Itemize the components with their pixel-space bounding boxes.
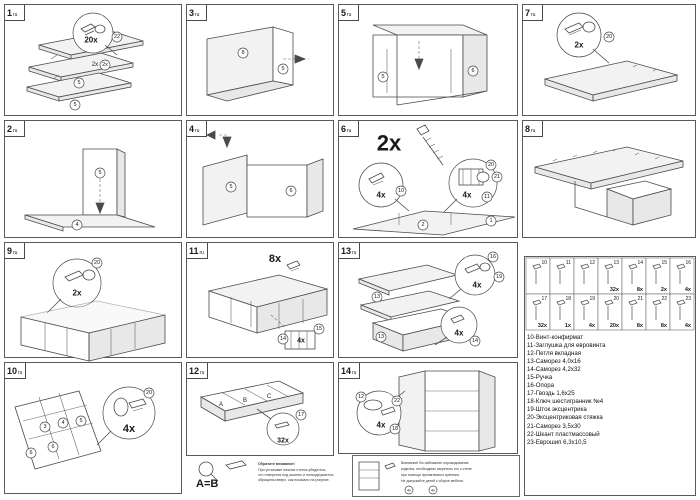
- step-number-4: 4 $_{ru}$: [187, 121, 207, 137]
- step-5-figure: [339, 5, 519, 117]
- step-number-10: 10 $_{ru}$: [5, 363, 26, 379]
- svg-text:13: 13: [373, 294, 381, 300]
- legend-part-code: 23: [685, 296, 691, 302]
- svg-text:14: 14: [279, 336, 287, 342]
- svg-text:Не допускайте детей к сборке м: Не допускайте детей к сборке мебели.: [401, 479, 464, 483]
- svg-text:5: 5: [79, 418, 83, 424]
- step-number-1: 1 $_{ru}$: [5, 5, 25, 21]
- svg-text:4x: 4x: [430, 487, 436, 493]
- svg-text:8x: 8x: [268, 253, 282, 265]
- svg-text:4x: 4x: [454, 328, 464, 338]
- step-3-figure: [187, 5, 335, 117]
- step-number-5: 5 $_{ru}$: [339, 5, 359, 21]
- legend-list-item: 19-Шток эксцентрика: [527, 406, 587, 414]
- legend-list-item: 16-Опора: [527, 382, 555, 390]
- step-panel-8: [522, 120, 696, 238]
- legend-part-code: 13: [613, 260, 619, 266]
- attention-title: Обратите внимание!: [258, 462, 295, 466]
- legend-list-item: 13-Саморез 4,0x16: [527, 358, 581, 366]
- step-panel-9: [4, 242, 182, 358]
- step-10-figure: [5, 363, 183, 495]
- svg-text:5: 5: [77, 80, 81, 86]
- step-panel-5: [338, 4, 518, 116]
- svg-text:20: 20: [145, 390, 153, 396]
- step-4-figure: [187, 121, 335, 239]
- step-1-figure: [5, 5, 183, 117]
- legend-part-qty: 32x: [537, 323, 547, 329]
- step-number-6: 6 $_{ru}$: [339, 121, 359, 137]
- svg-text:При установке нижних стенок уб: При установке нижних стенок убедитесь,: [258, 468, 327, 472]
- legend-part-code: 22: [661, 296, 667, 302]
- svg-text:17: 17: [297, 412, 305, 418]
- svg-text:22: 22: [113, 34, 121, 40]
- step-panel-3: [186, 4, 334, 116]
- step-panel-6: [338, 120, 518, 238]
- svg-text:5: 5: [229, 184, 233, 190]
- step-11-figure: [187, 243, 335, 359]
- legend-part-qty: 8x: [636, 323, 643, 329]
- legend-list-item: 11-Заглушка для евровинта: [527, 342, 606, 350]
- svg-text:6: 6: [289, 188, 293, 194]
- svg-text:19: 19: [495, 274, 503, 280]
- attention-note: [196, 459, 346, 495]
- ab-equation: A=B: [196, 478, 219, 490]
- step-panel-2: [4, 120, 182, 238]
- svg-text:21: 21: [493, 174, 501, 180]
- legend-part-code: 17: [541, 296, 547, 302]
- svg-text:4x: 4x: [376, 190, 386, 200]
- legend-list-item: 17-Гвоздь 1,6x25: [527, 390, 575, 398]
- svg-text:20: 20: [93, 260, 101, 266]
- svg-text:14: 14: [471, 338, 479, 344]
- svg-text:5: 5: [73, 102, 77, 108]
- legend-part-qty: 4x: [588, 323, 595, 329]
- legend-list-item: 12-Петля вкладная: [527, 350, 582, 358]
- svg-text:11: 11: [484, 194, 490, 200]
- svg-text:4x: 4x: [122, 423, 136, 435]
- legend-part-qty: 20x: [609, 323, 619, 329]
- svg-text:что отверстия под шканты и пол: что отверстия под шканты и полкодержатели: [258, 473, 334, 477]
- step-panel-13: [338, 242, 518, 358]
- step-number-8: 8 $_{ru}$: [523, 121, 543, 137]
- step-panel-4: [186, 120, 334, 238]
- legend-part-code: 12: [589, 260, 595, 266]
- svg-text:4x: 4x: [472, 280, 482, 290]
- svg-text:4x: 4x: [462, 190, 472, 200]
- svg-text:10: 10: [397, 188, 405, 194]
- parts-legend-list: [527, 334, 693, 494]
- svg-text:2x: 2x: [376, 130, 402, 156]
- legend-part-code: 10: [541, 260, 547, 266]
- svg-text:2: 2: [421, 222, 425, 228]
- svg-text:20: 20: [605, 34, 613, 40]
- svg-text:2x: 2x: [102, 62, 108, 68]
- legend-part-qty: 32x: [609, 287, 619, 293]
- legend-part-code: 20: [613, 296, 619, 302]
- legend-list-item: 22-Шкант пластмассовый: [527, 430, 600, 438]
- svg-text:18: 18: [391, 426, 399, 432]
- legend-list-item: 21-Саморез 3,5x30: [527, 422, 581, 430]
- legend-part-qty: 8x: [660, 323, 667, 329]
- svg-text:4: 4: [61, 420, 65, 426]
- legend-part-code: 15: [661, 260, 667, 266]
- svg-text:A: A: [218, 402, 224, 408]
- svg-text:15: 15: [315, 326, 323, 332]
- legend-part-qty: 1x: [564, 323, 571, 329]
- step-number-3: 3 $_{ru}$: [187, 5, 207, 21]
- svg-text:20: 20: [487, 162, 495, 168]
- svg-text:20x: 20x: [84, 35, 98, 45]
- legend-list-item: 10-Винт-конфирмат: [527, 334, 583, 341]
- svg-text:3: 3: [43, 424, 47, 430]
- step-14-figure: [339, 363, 519, 455]
- legend-part-code: 21: [637, 296, 643, 302]
- step-panel-12: [186, 362, 334, 456]
- legend-part-qty: 8x: [636, 287, 643, 293]
- step-panel-7: [522, 4, 696, 116]
- svg-text:Внимание! Во избежание опрокид: Внимание! Во избежание опрокидывания: [401, 461, 469, 465]
- svg-text:изделия, необходимо закрепить: изделия, необходимо закрепить его к стене: [401, 467, 472, 471]
- svg-text:5: 5: [381, 74, 385, 80]
- step-8-figure: [523, 121, 697, 239]
- svg-text:16: 16: [489, 254, 497, 260]
- svg-text:обращены вверх, как показано н: обращены вверх, как показано на рисунке.: [258, 478, 330, 482]
- svg-text:32x: 32x: [277, 437, 289, 445]
- legend-part-code: 14: [637, 260, 643, 266]
- svg-text:12: 12: [357, 394, 365, 400]
- legend-list-item: 14-Саморез 4,2x32: [527, 366, 581, 374]
- step-panel-11: [186, 242, 334, 358]
- step-number-14: 14 $_{ru}$: [339, 363, 360, 379]
- svg-text:5: 5: [98, 170, 102, 176]
- step-13-figure: [339, 243, 519, 359]
- step-number-11: 11 $_{ru}$: [187, 243, 208, 259]
- step-number-13: 13 $_{ru}$: [339, 243, 360, 259]
- legend-list-item: 18-Ключ шестигранник №4: [527, 398, 604, 406]
- step-7-figure: [523, 5, 697, 117]
- svg-text:5: 5: [281, 66, 285, 72]
- legend-part-code: 18: [565, 296, 571, 302]
- step-number-9: 9 $_{ru}$: [5, 243, 25, 259]
- svg-text:4x: 4x: [406, 487, 412, 493]
- svg-text:B: B: [242, 398, 248, 404]
- legend-part-qty: 2x: [660, 287, 667, 293]
- legend-part-code: 19: [589, 296, 595, 302]
- svg-text:4: 4: [75, 222, 79, 228]
- step-panel-14-main: [338, 362, 518, 454]
- svg-text:2x: 2x: [91, 62, 99, 68]
- svg-text:при помощи прилагаемого крепеж: при помощи прилагаемого крепежа.: [401, 473, 460, 477]
- svg-text:2x: 2x: [72, 288, 82, 298]
- warning-box: [352, 455, 520, 497]
- svg-text:8: 8: [241, 50, 245, 56]
- legend-part-qty: 4x: [684, 287, 691, 293]
- svg-text:6: 6: [51, 444, 55, 450]
- legend-list-item: 20-Эксцентриковая стяжка: [527, 414, 603, 422]
- svg-text:4x: 4x: [376, 420, 386, 430]
- step-12-figure: [187, 363, 335, 457]
- svg-text:13: 13: [377, 334, 385, 340]
- step-number-7: 7 $_{ru}$: [523, 5, 543, 21]
- step-9-figure: [5, 243, 183, 359]
- step-2-figure: [5, 121, 183, 239]
- legend-list-item: 15-Ручка: [527, 374, 553, 382]
- svg-text:1: 1: [489, 218, 493, 224]
- legend-list-item: 23-Еврошип 6,3x10,5: [527, 438, 587, 446]
- svg-text:C: C: [266, 394, 272, 400]
- svg-text:4x: 4x: [297, 337, 305, 345]
- svg-text:6: 6: [471, 68, 475, 74]
- legend-part-qty: 4x: [684, 323, 691, 329]
- legend-part-code: 11: [565, 260, 571, 266]
- svg-text:6: 6: [29, 450, 33, 456]
- svg-text:2x: 2x: [574, 40, 584, 50]
- legend-part-code: 16: [685, 260, 691, 266]
- step-number-12: 12 $_{ru}$: [187, 363, 208, 379]
- step-panel-10: [4, 362, 182, 494]
- svg-text:22: 22: [393, 398, 401, 404]
- parts-legend-grid: [526, 258, 694, 330]
- step-panel-1: [4, 4, 182, 116]
- step-number-2: 2 $_{ru}$: [5, 121, 25, 137]
- step-6-figure: [339, 121, 519, 239]
